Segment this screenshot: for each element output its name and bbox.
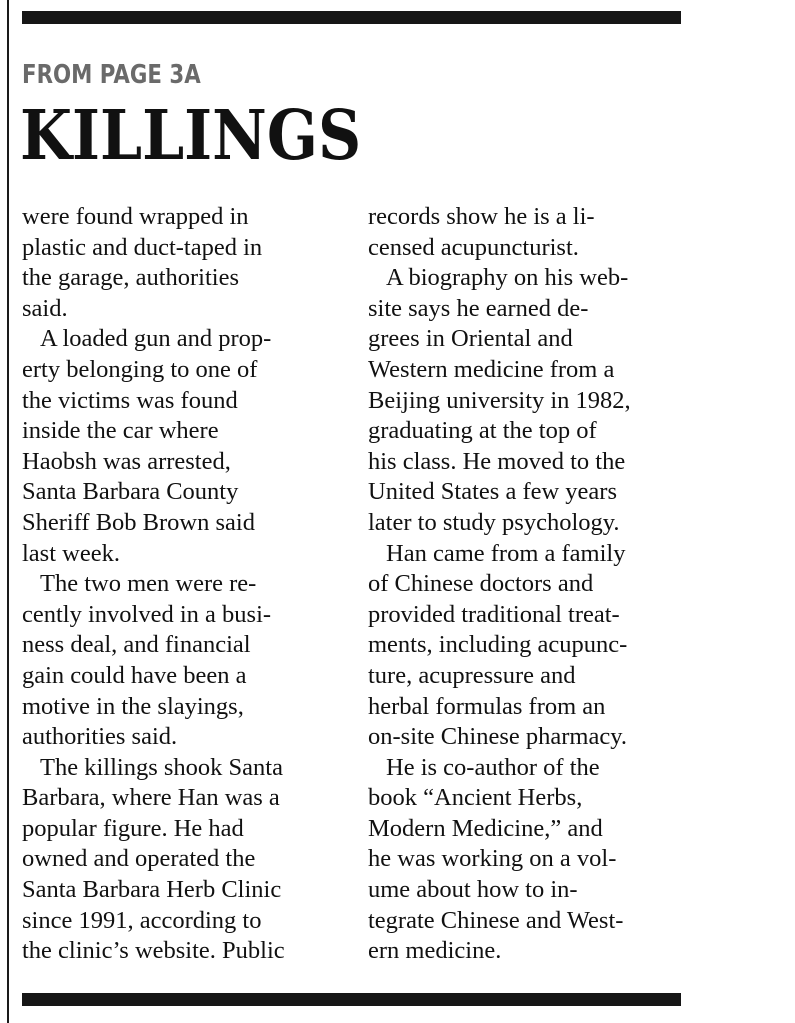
text-line: book “Ancient Herbs, xyxy=(368,784,583,812)
text-line: on-site Chinese pharmacy. xyxy=(368,723,627,751)
text-line: he was working on a vol- xyxy=(368,845,617,873)
text-line: Haobsh was arrested, xyxy=(22,447,231,475)
text-line: plastic and duct-taped in xyxy=(22,233,263,261)
text-line: He is co-author of the xyxy=(386,753,600,781)
text-line: ume about how to in- xyxy=(368,876,578,904)
text-line: the clinic’s website. Public xyxy=(22,937,285,965)
text-line: gain could have been a xyxy=(22,661,247,689)
text-line: Santa Barbara County xyxy=(22,478,239,506)
text-line: graduating at the top of xyxy=(368,417,597,445)
text-line: Beijing university in 1982, xyxy=(368,386,631,414)
text-line: inside the car where xyxy=(22,417,219,445)
page-edge-line xyxy=(7,0,9,1023)
bottom-rule xyxy=(22,993,681,1006)
headline: KILLINGS xyxy=(20,96,362,176)
text-line: motive in the slayings, xyxy=(22,692,244,720)
text-line: records show he is a li- xyxy=(368,203,595,230)
text-line: ness deal, and financial xyxy=(22,631,251,659)
text-line: site says he earned de- xyxy=(368,294,589,322)
text-line: owned and operated the xyxy=(22,845,256,873)
text-line: said. xyxy=(22,294,68,322)
text-line: his class. He moved to the xyxy=(368,447,626,475)
text-line: Barbara, where Han was a xyxy=(22,784,280,812)
text-line: grees in Oriental and xyxy=(368,325,573,353)
text-line: popular figure. He had xyxy=(22,814,244,842)
article-column-right xyxy=(368,202,688,967)
text-line: later to study psychology. xyxy=(368,508,620,536)
text-line: A loaded gun and prop- xyxy=(40,325,272,353)
text-line: the garage, authorities xyxy=(22,264,240,292)
text-line: ments, including acupunc- xyxy=(368,631,628,659)
text-line: herbal formulas from an xyxy=(368,692,606,720)
text-line: ern medicine. xyxy=(368,937,502,965)
text-line: The two men were re- xyxy=(40,570,257,598)
text-line: A biography on his web- xyxy=(386,264,629,292)
text-line: provided traditional treat- xyxy=(368,600,620,628)
article-column-left xyxy=(22,202,342,967)
text-line: erty belonging to one of xyxy=(22,355,258,383)
text-line: were found wrapped in xyxy=(22,203,249,230)
text-line: censed acupuncturist. xyxy=(368,233,579,261)
text-line: of Chinese doctors and xyxy=(368,570,594,598)
text-line: ture, acupressure and xyxy=(368,661,576,689)
text-line: cently involved in a busi- xyxy=(22,600,272,628)
text-line: The killings shook Santa xyxy=(40,753,283,781)
text-line: Western medicine from a xyxy=(368,355,615,383)
text-line: United States a few years xyxy=(368,478,617,506)
text-line: authorities said. xyxy=(22,723,178,751)
text-line: Santa Barbara Herb Clinic xyxy=(22,876,282,904)
text-line: Sheriff Bob Brown said xyxy=(22,508,255,536)
text-line: Modern Medicine,” and xyxy=(368,814,603,842)
text-line: Han came from a family xyxy=(386,539,626,567)
top-rule xyxy=(22,11,681,24)
text-line: since 1991, according to xyxy=(22,906,262,934)
text-line: tegrate Chinese and West- xyxy=(368,906,624,934)
text-line: last week. xyxy=(22,539,120,567)
text-line: the victims was found xyxy=(22,386,238,414)
jump-kicker: FROM PAGE 3A xyxy=(22,60,201,90)
